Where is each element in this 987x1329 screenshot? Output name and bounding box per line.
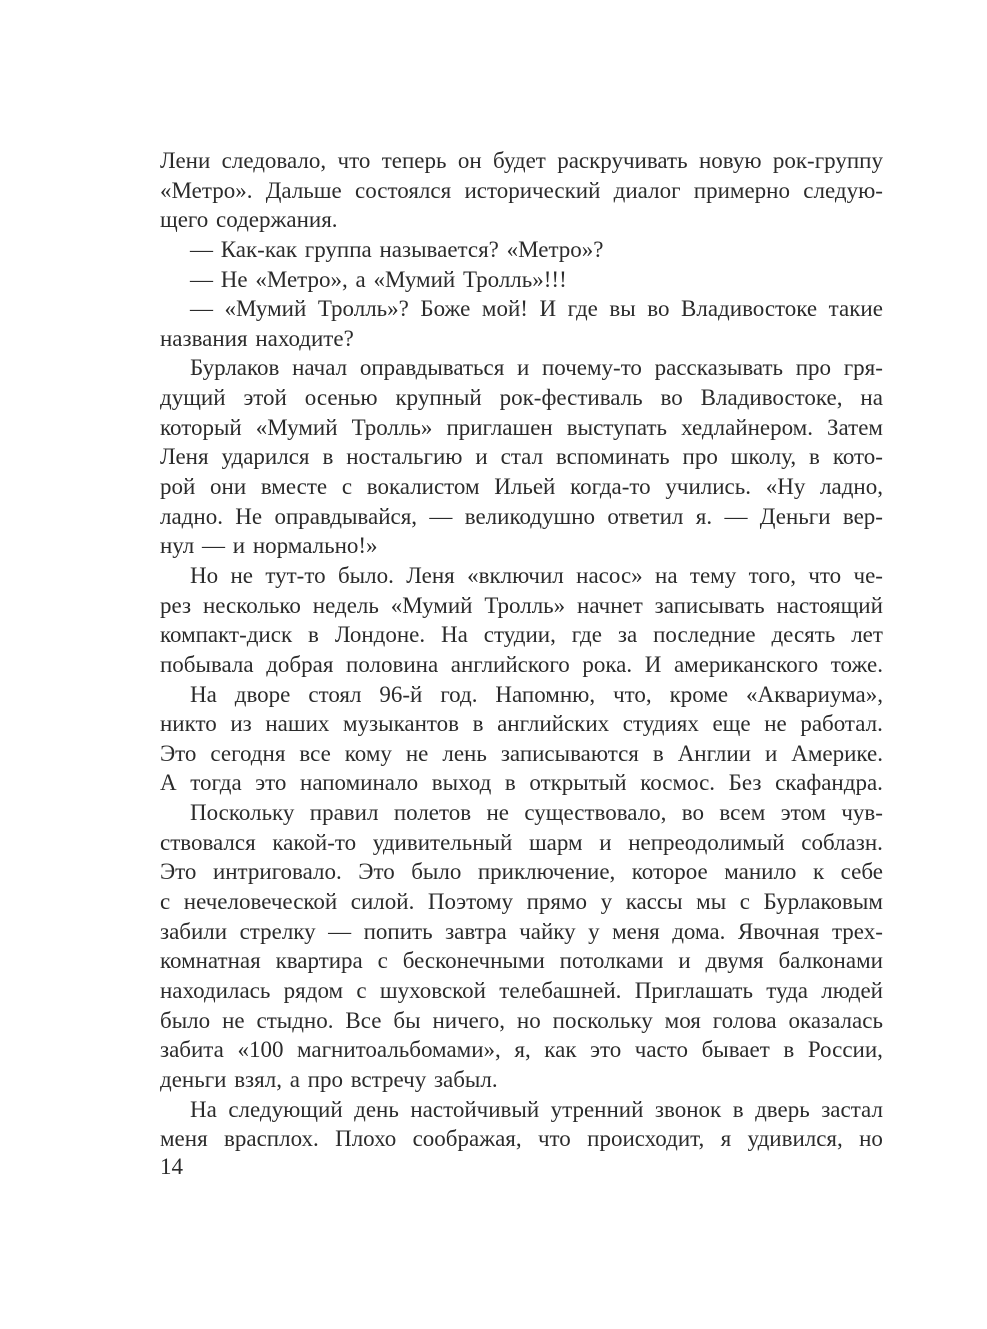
- text-line: Это сегодня все кому не лень записываются в Англии и Америке.: [160, 740, 883, 766]
- text-line-dialog: — Как-как группа называется? «Метро»?: [190, 236, 604, 262]
- text-line: комнатная квартира с бесконечными потолками и двумя балконами: [160, 948, 883, 974]
- text-block: [160, 146, 883, 1154]
- text-line: Поскольку правил полетов не существовало, во всем этом чув-: [190, 800, 883, 826]
- text-line-dialog: — «Мумий Тролль»? Боже мой! И где вы во Владивостоке такие: [190, 296, 883, 322]
- page-number: 14: [160, 1154, 183, 1179]
- text-line: нул — и нормально!»: [160, 533, 378, 559]
- text-line: «Метро». Дальше состоялся исторический диалог примерно следую-: [160, 177, 883, 203]
- text-line: было не стыдно. Все бы ничего, но поскольку моя голова оказалась: [160, 1007, 883, 1033]
- text-line: Но не тут-то было. Леня «включил насос» на тему того, что че-: [190, 562, 883, 588]
- text-line: На следующий день настойчивый утренний звонок в дверь застал: [190, 1096, 883, 1122]
- text-line: Это интриговало. Это было приключение, которое манило к себе: [160, 859, 883, 885]
- text-line: ствовался какой-то удивительный шарм и непреодолимый соблазн.: [160, 829, 883, 855]
- text-line: с нечеловеческой силой. Поэтому прямо у кассы мы с Бурлаковым: [160, 889, 883, 915]
- text-line: рез несколько недель «Мумий Тролль» начнет записывать настоящий: [160, 592, 883, 618]
- text-line: дущий этой осенью крупный рок-фестиваль во Владивостоке, на: [160, 385, 883, 411]
- text-line: никто из наших музыкантов в английских студиях еще не работал.: [160, 711, 883, 737]
- text-line: На дворе стоял 96-й год. Напомню, что, кроме «Аквариума»,: [190, 681, 883, 707]
- text-line: ладно. Не оправдывайся, — великодушно ответил я. — Деньги вер-: [160, 503, 883, 529]
- text-line: забита «100 магнитоальбомами», я, как это часто бывает в России,: [160, 1037, 883, 1063]
- text-line: который «Мумий Тролль» приглашен выступать хедлайнером. Затем: [160, 414, 883, 440]
- text-line: Леня ударился в ностальгию и стал вспоминать про школу, в кото-: [160, 444, 883, 470]
- text-line: побывала добрая половина английского рока. И американского тоже.: [160, 651, 883, 677]
- text-line-dialog: — Не «Метро», а «Мумий Тролль»!!!: [190, 266, 567, 292]
- text-line: забили стрелку — попить завтра чайку у меня дома. Явочная трех-: [160, 918, 883, 944]
- text-line: названия находите?: [160, 325, 354, 351]
- text-line: компакт-диск в Лондоне. На студии, где за последние десять лет: [160, 622, 883, 648]
- text-line: меня врасплох. Плохо соображая, что происходит, я удивился, но: [160, 1126, 883, 1152]
- text-line: рой они вместе с вокалистом Ильей когда-то учились. «Ну ладно,: [160, 474, 883, 500]
- text-line: Бурлаков начал оправдываться и почему-то рассказывать про гря-: [190, 355, 883, 381]
- text-line: Лени следовало, что теперь он будет раскручивать новую рок-группу: [160, 148, 883, 173]
- text-line: деньги взял, а про встречу забыл.: [160, 1066, 498, 1092]
- text-line: А тогда это напоминало выход в открытый космос. Без скафандра.: [160, 770, 883, 796]
- text-line: щего содержания.: [160, 207, 338, 233]
- text-line: находилась рядом с шуховской телебашней. Приглашать туда людей: [160, 977, 883, 1003]
